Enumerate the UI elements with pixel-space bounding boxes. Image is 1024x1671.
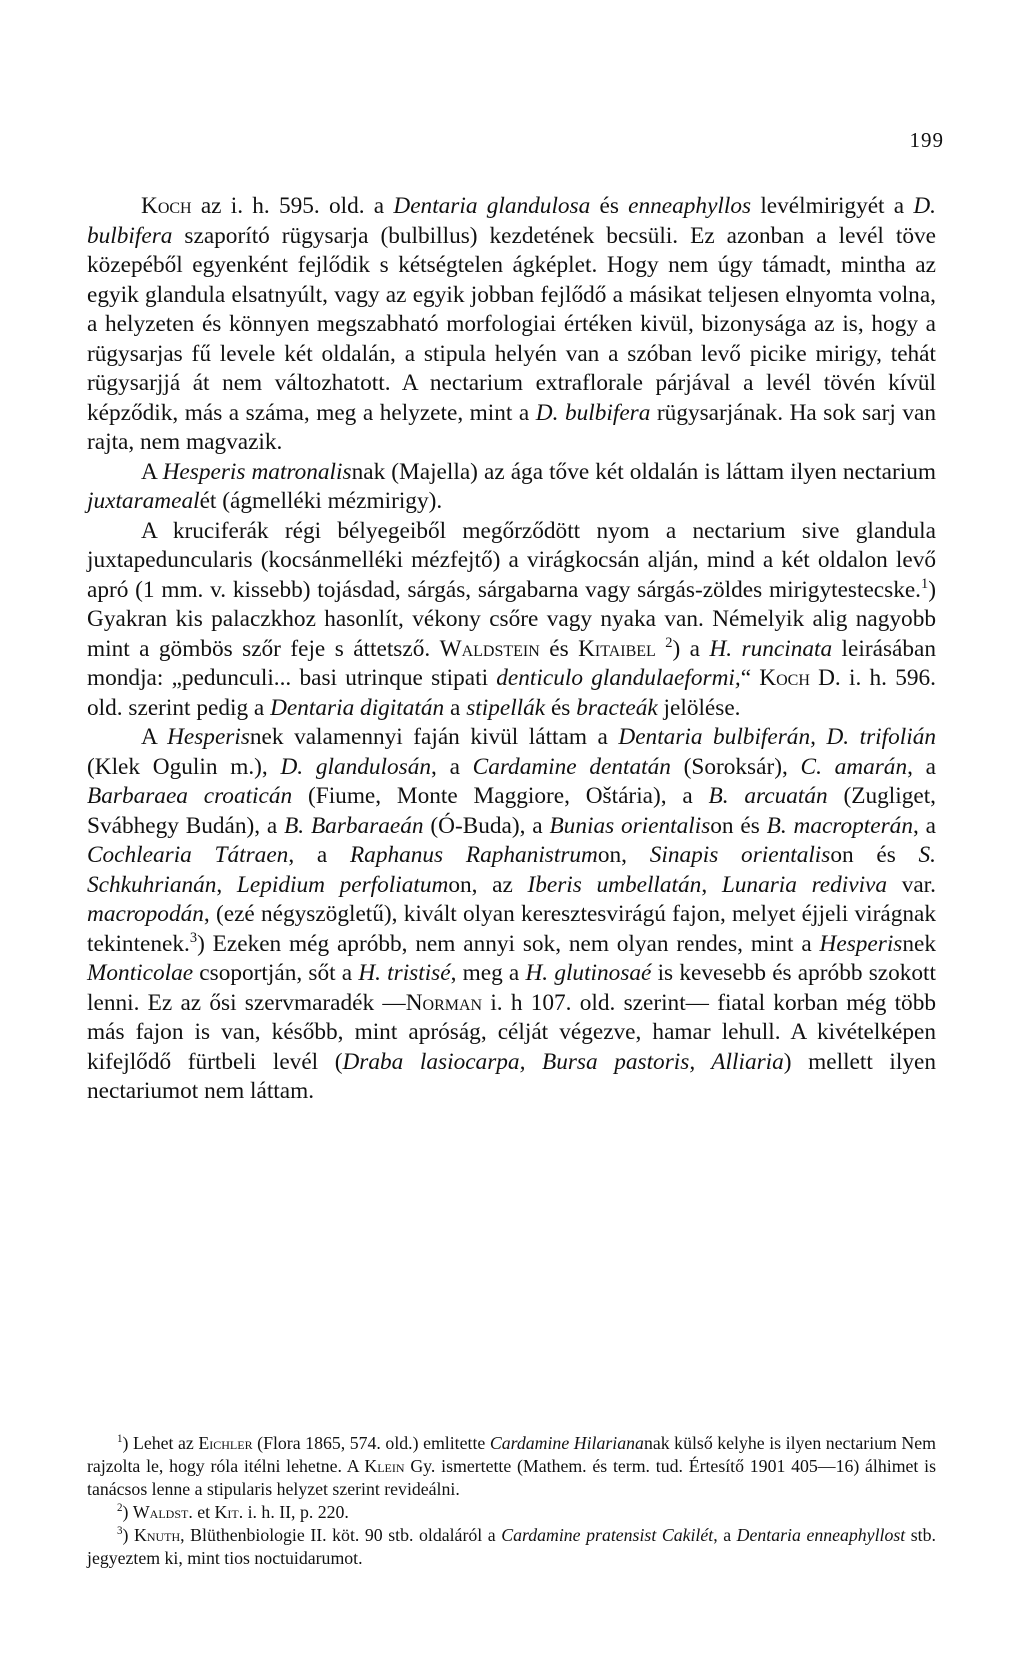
italic-text: D. glandulosán	[280, 753, 432, 780]
italic-text: Cardamine pratensist Cakilét	[501, 1525, 714, 1545]
italic-text: denticulo glandulaeformi,	[496, 665, 741, 691]
page-number: 199	[909, 128, 944, 152]
italic-text: Hesperis matronalis	[162, 458, 352, 485]
text-run: stb. jegyeztem ki, mint tios noctuidarumot.	[87, 1525, 936, 1568]
text-run: a	[444, 694, 467, 721]
text-run: A	[141, 724, 168, 750]
text-run: jelölése.	[657, 694, 741, 721]
text-run: )	[122, 1525, 134, 1545]
text-run: , a	[713, 1525, 737, 1545]
footnote-3	[87, 1524, 936, 1570]
text-run: ) a	[672, 635, 710, 662]
italic-text: Dentaria bulbiferán, D. trifolián	[618, 724, 936, 750]
italic-text: Cardamine Hilariana	[489, 1433, 644, 1453]
paragraph-2	[87, 458, 936, 517]
text-run: (Soroksár),	[670, 753, 801, 780]
italic-text: Bunias orientalis	[549, 812, 711, 839]
italic-text: H. tristisé	[358, 960, 451, 986]
footnote-marker: 1	[117, 1433, 123, 1446]
text-run: ,	[216, 871, 237, 898]
text-run: leirásában mondja: „pedunculi... basi utrinque stipati	[87, 635, 936, 691]
italic-text: Barbaraea croaticán	[87, 783, 293, 809]
text-run: )	[122, 1502, 133, 1522]
text-run: rügysarjának. Ha sok sarj van rajta, nem magvazik.	[87, 399, 936, 455]
footnote-marker: 1	[921, 575, 929, 592]
italic-text: Monticolae	[87, 960, 194, 986]
italic-text: bracteák	[576, 694, 658, 721]
italic-text: juxtarameal	[87, 488, 200, 514]
body-text	[87, 192, 936, 1107]
footnote-1	[87, 1432, 936, 1501]
small-caps-name: Klein	[364, 1456, 405, 1476]
footnote-marker: 2	[665, 634, 673, 651]
paragraph-4	[87, 723, 936, 1107]
text-run: var.	[887, 871, 936, 898]
small-caps-name: Waldstein	[439, 635, 540, 662]
text-run: , meg a	[450, 960, 526, 986]
small-caps-name: Kit.	[214, 1502, 244, 1522]
italic-text: C. amarán	[800, 753, 908, 780]
text-run: A kruciferák régi bélyegeiből megőrződött nyom a nectarium sive glandula juxtapeduncularis (kocsánmelléki mézfejtő) a virágkocsán alján, mind a két oldalon levő apró (1 mm. v. kissebb) tojásdad, sárgás, sárgabarna vagy sárgás-zöldes mirigytestecske.	[87, 517, 936, 603]
text-run: on, az	[448, 871, 528, 898]
text-run: ) mellett ilyen nectariumot nem láttam.	[87, 1048, 937, 1104]
italic-text: Dentaria glandulosa	[393, 193, 591, 219]
text-run: , a	[912, 812, 936, 839]
text-run: et	[192, 1502, 215, 1522]
footnote-2	[87, 1501, 936, 1524]
text-run	[656, 636, 665, 662]
text-run: ) Gyakran kis palaczkhoz hasonlít, vékony csőre vagy nyaka van. Némelyik alig nagyobb mint a gömbös szőr feje s áttetsző.	[87, 576, 936, 662]
footnote-marker: 2	[117, 1502, 123, 1515]
text-run: , (ezé négyszögletű), kivált olyan keresztesvirágú fajon, melyet éjjeli virágnak tekintenek.	[87, 901, 936, 957]
text-run: és	[539, 635, 579, 662]
text-run: A	[141, 458, 163, 485]
italic-text: D. bulbifera	[87, 193, 936, 249]
small-caps-name: Koch	[141, 193, 192, 219]
text-run: D. i. h. 596. old. szerint pedig a	[87, 665, 936, 721]
text-run: on és	[710, 812, 767, 839]
text-run: ) Lehet az	[122, 1433, 199, 1453]
text-run: és	[545, 694, 577, 721]
text-run: (Flora 1865, 574. old.) emlitette	[252, 1433, 490, 1453]
italic-text: B. arcuatán	[708, 783, 828, 809]
italic-text: Lepidium perfoliatum	[236, 871, 449, 898]
footnotes	[87, 1432, 936, 1570]
italic-text: Cochlearia Tátraen	[87, 842, 289, 868]
text-run: nek valamennyi faján kivül láttam a	[249, 724, 619, 750]
italic-text: Cardamine dentatán	[472, 753, 671, 780]
text-run: is kevesebb és apróbb szokott lenni. Ez az ősi szervmaradék —	[87, 960, 936, 1016]
paragraph-3	[87, 517, 936, 724]
text-run: , a	[431, 753, 473, 780]
text-run: levélmirigyét a	[751, 193, 914, 219]
text-run: “	[740, 665, 760, 691]
italic-text: Dentaria digitatán	[270, 694, 445, 721]
text-run: (Zugliget, Svábhegy Budán), a	[87, 783, 936, 839]
text-run: nak (Majella) az ága tőve két oldalán is láttam ilyen nectarium	[351, 458, 936, 485]
italic-text: Lunaria rediviva	[721, 871, 888, 898]
text-run: (Fiume, Monte Maggiore, Oštária), a	[292, 783, 709, 809]
text-run: on és	[830, 842, 919, 868]
italic-text: H. glutinosaé	[525, 960, 652, 986]
italic-text: Iberis umbellatán	[527, 871, 702, 898]
small-caps-name: Koch	[759, 665, 810, 691]
small-caps-name: Kitaibel	[578, 635, 656, 662]
text-run: és	[590, 193, 629, 219]
italic-text: S. Schkuhrianán	[87, 842, 936, 898]
small-caps-name: Knuth	[134, 1525, 181, 1545]
italic-text: H. runcinata	[709, 635, 833, 662]
small-caps-name: Norman	[405, 989, 483, 1016]
text-run: ét (ágmelléki mézmirigy).	[199, 488, 443, 514]
italic-text: Hesperis	[167, 724, 250, 750]
text-run: on,	[597, 842, 650, 868]
small-caps-name: Eichler	[198, 1433, 253, 1453]
italic-text: Hesperis	[819, 930, 903, 957]
text-run: i. h 107. old. szerint— fiatal korban még több más fajon is van, később, mint apróság, célját végezve, hamar lehull. A kivételképen kifejlődő fürtbeli levél (	[87, 989, 936, 1075]
text-run: nek	[902, 930, 936, 957]
small-caps-name: Waldst.	[132, 1502, 193, 1522]
italic-text: Draba lasiocarpa, Bursa pastoris, Alliaria	[342, 1048, 784, 1075]
text-run: Gy. ismertette (Mathem. és term. tud. Értesítő 1901 405—16) álhimet is tanácsos lenne a stipularis helyzet szerint revideálni.	[87, 1456, 936, 1499]
text-run: , Blüthenbiologie II. köt. 90 stb. oldaláról a	[180, 1525, 502, 1545]
italic-text: macropodán	[87, 901, 204, 927]
text-run: (Ó-Buda), a	[423, 812, 550, 839]
italic-text: Raphanus Raphanistrum	[349, 842, 598, 868]
text-run: (Klek Ogulin m.),	[87, 753, 281, 780]
text-run: csoportján, sőt a	[193, 960, 359, 986]
text-run: , a	[907, 753, 936, 780]
italic-text: Sinapis orientalis	[649, 842, 831, 868]
text-run: , a	[288, 842, 350, 868]
text-run: az i. h. 595. old. a	[191, 193, 394, 219]
text-run: ,	[701, 871, 722, 898]
footnote-marker: 3	[117, 1525, 123, 1538]
text-run: szaporító rügysarja (bulbillus) kezdetének becsüli. Ez azonban a levél töve közepéből egyenként fejlődik s kétségtelen ágképlet. Hogy nem úgy támadt, mintha az egyik glandula elsatnyúlt, vagy az egyik jobban fejlődő a másikat teljesen elnyomta volna, a helyzeten és könnyen megszabható morfologiai értéken kivül, bizonysága az is, hogy a rügysarjas fű levele két oldalán, a stipula helyén van a szóban levő picike mirigy, tehát rügysarjjá át nem változhatott. A nectarium extraflorale párjával a levél tövén kívül képződik, más a száma, meg a helyzete, mint a	[87, 222, 936, 426]
italic-text: B. Barbaraeán	[284, 812, 424, 839]
italic-text: enneaphyllos	[628, 193, 752, 219]
italic-text: D. bulbifera	[535, 399, 651, 426]
italic-text: stipellák	[466, 694, 546, 721]
italic-text: B. macropterán	[766, 812, 913, 839]
text-run: ) Ezeken még apróbb, nem annyi sok, nem olyan rendes, mint a	[197, 930, 820, 957]
paragraph-1	[87, 192, 936, 458]
text-run: nak külső kelyhe is ilyen nectarium Nem rajzolta le, hogy róla itélni lehetne. A	[87, 1433, 936, 1476]
footnote-marker: 3	[189, 929, 198, 946]
italic-text: Dentaria enneaphyllost	[736, 1525, 906, 1545]
text-run: i. h. II, p. 220.	[243, 1502, 349, 1522]
